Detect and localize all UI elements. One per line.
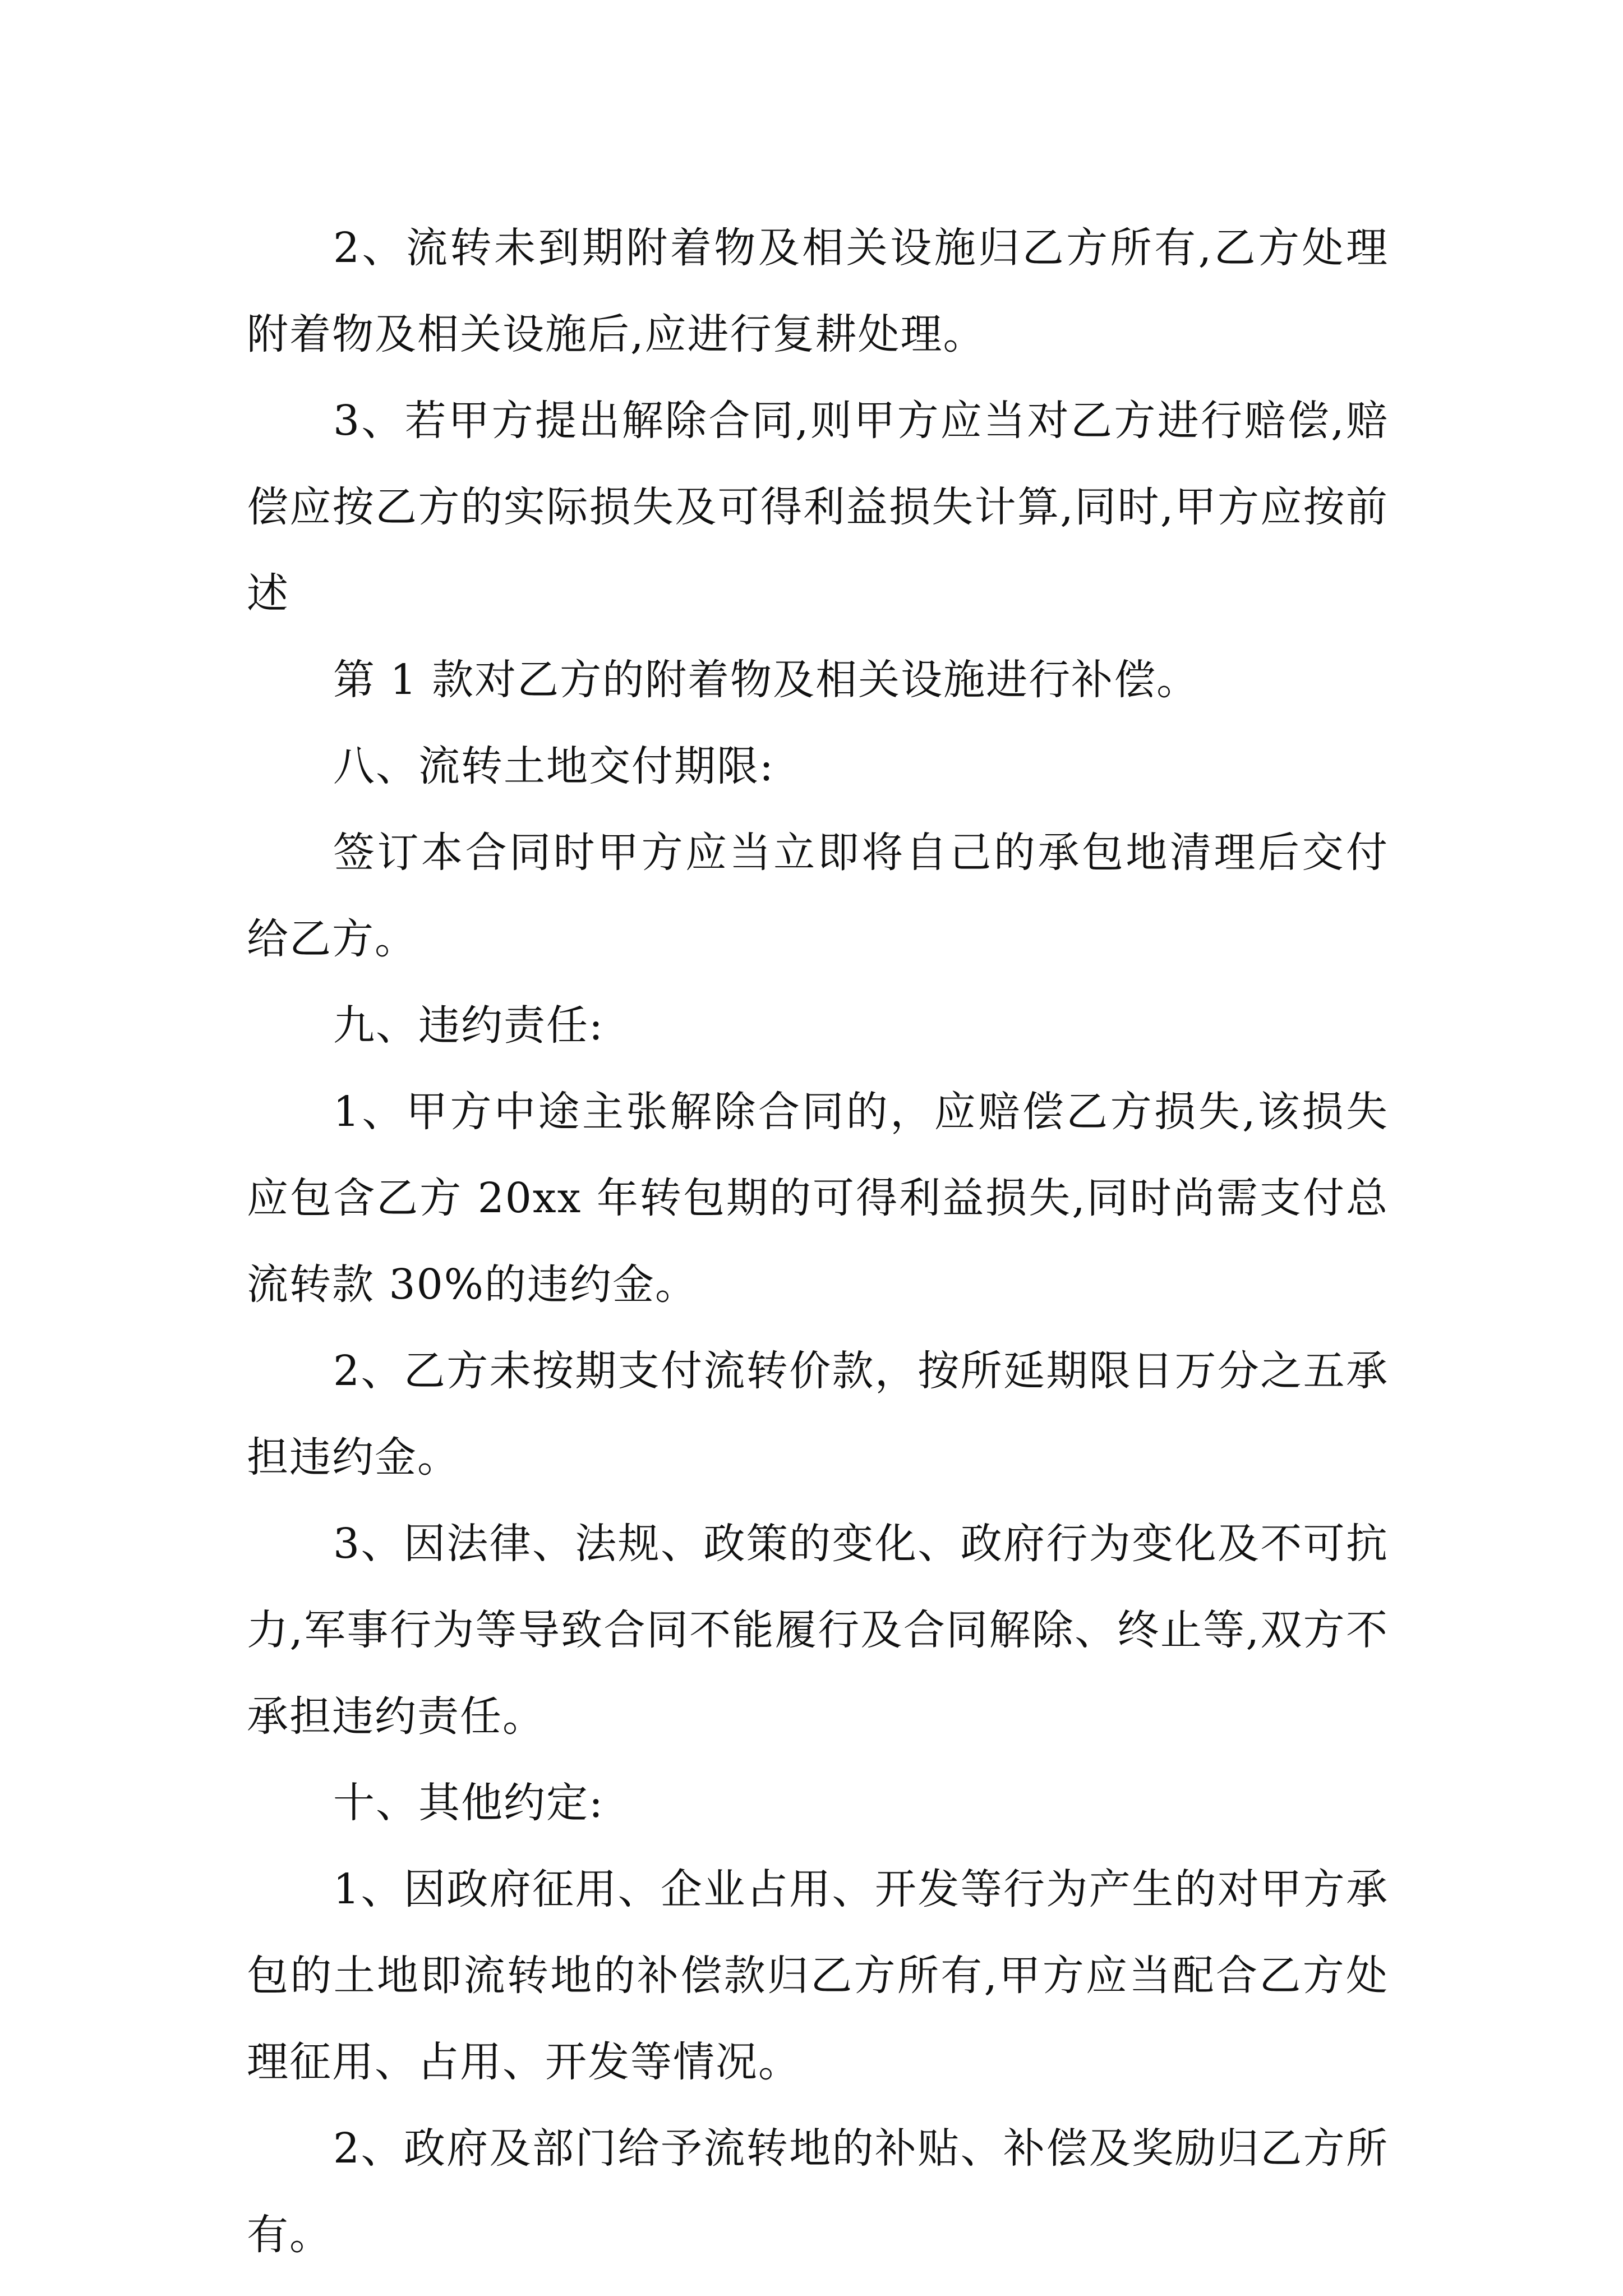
clause-9-3: 3、因法律、法规、政策的变化、政府行为变化及不可抗力,军事行为等导致合同不能履行及合同解除、终止等,双方不承担违约责任。 — [247, 1520, 1389, 1741]
clause-7-3: 3、若甲方提出解除合同,则甲方应当对乙方进行赔偿,赔偿应按乙方的实际损失及可得利益损失计算,同时,甲方应按前述 — [247, 397, 1389, 618]
clause-10-1: 1、因政府征用、企业占用、开发等行为产生的对甲方承包的土地即流转地的补偿款归乙方所有,甲方应当配合乙方处理征用、占用、开发等情况。 — [247, 1865, 1389, 2086]
clause-10-2: 2、政府及部门给予流转地的补贴、补偿及奖励归乙方所有。 — [247, 2124, 1389, 2259]
clause-7-2: 2、流转未到期附着物及相关设施归乙方所有,乙方处理附着物及相关设施后,应进行复耕处理。 — [247, 224, 1389, 358]
document-body — [247, 205, 1389, 2278]
clause-9-2: 2、乙方未按期支付流转价款，按所延期限日万分之五承担违约金。 — [247, 1347, 1389, 1481]
section-8-heading: 八、流转土地交付期限: — [333, 742, 774, 790]
section-10-heading: 十、其他约定: — [333, 1779, 604, 1827]
clause-9-1: 1、甲方中途主张解除合同的，应赔偿乙方损失,该损失应包含乙方 20xx 年转包期的可得利益损失,同时尚需支付总流转款 30%的违约金。 — [247, 1088, 1389, 1309]
clause-7-3-continued: 第 1 款对乙方的附着物及相关设施进行补偿。 — [333, 656, 1200, 704]
section-9-heading: 九、违约责任: — [333, 1001, 604, 1050]
section-8-text: 签订本合同时甲方应当立即将自己的承包地清理后交付给乙方。 — [247, 829, 1389, 963]
